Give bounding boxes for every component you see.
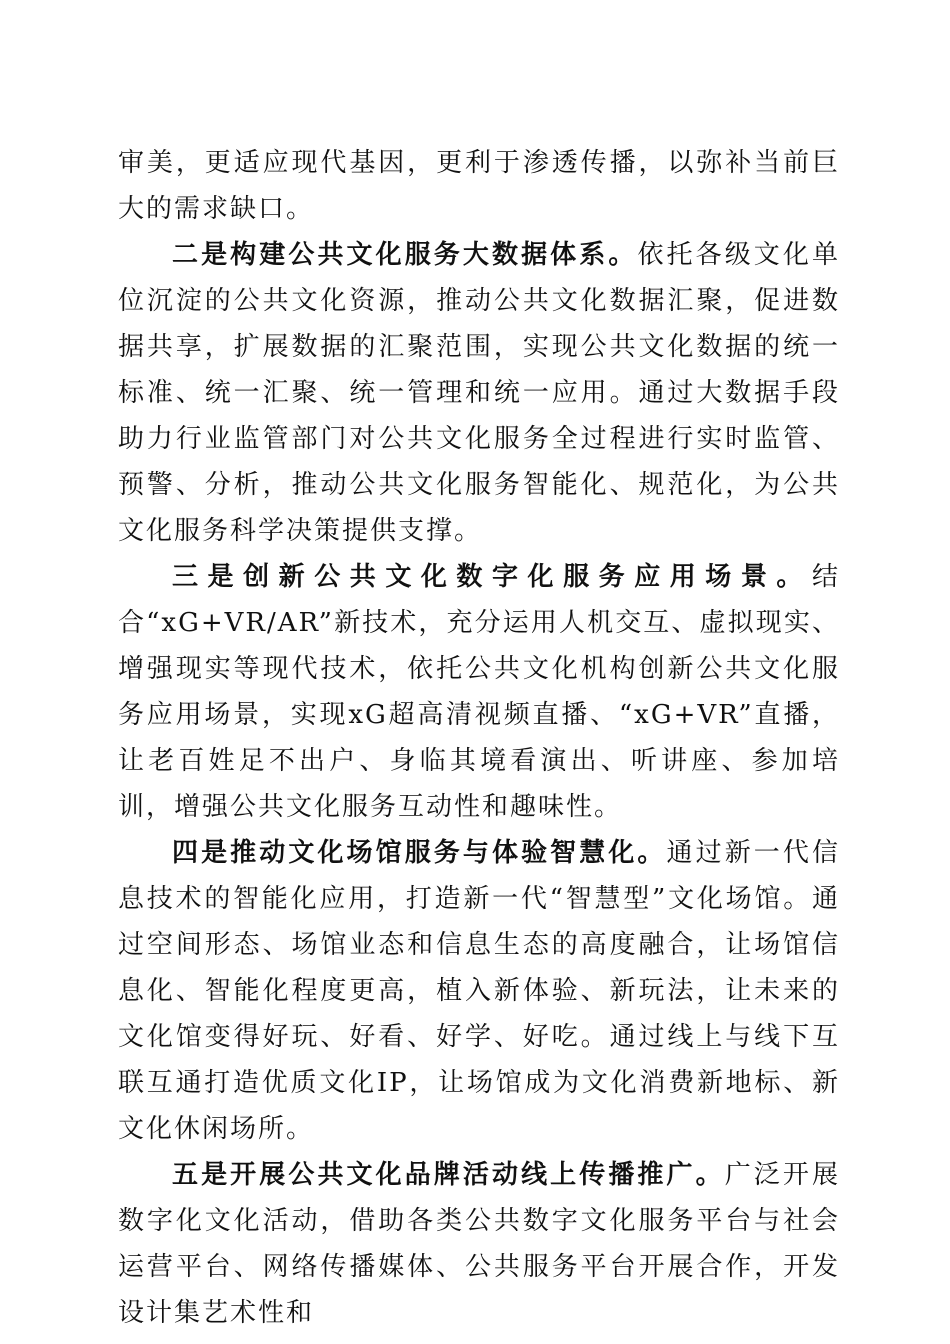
paragraph-lead: 三是创新公共文化数字化服务应用场景。 <box>172 562 812 592</box>
paragraph-body: 广泛开展数字化文化活动，借助各类公共数字文化服务平台与社会运营平台、网络传播媒体、公共服务平台开展合作，开发设计集艺术性和 <box>118 1160 840 1328</box>
paragraph-body: 依托各级文化单位沉淀的公共文化资源，推动公共文化数据汇聚，促进数据共享，扩展数据的汇聚范围，实现公共文化数据的统一标准、统一汇聚、统一管理和统一应用。通过大数据手段助力行业监管部门对公共文化服务全过程进行实时监管、预警、分析，推动公共文化服务智能化、规范化，为公共文化服务科学决策提供支撑。 <box>118 240 840 546</box>
paragraph-lead: 二是构建公共文化服务大数据体系。 <box>172 240 638 270</box>
paragraph-lead: 五是开展公共文化品牌活动线上传播推广。 <box>172 1160 725 1190</box>
paragraph-online-promotion <box>118 1152 840 1336</box>
paragraph-body: 审美，更适应现代基因，更利于渗透传播，以弥补当前巨大的需求缺口。 <box>118 148 840 224</box>
paragraph-body: 结合“xG+VR/AR”新技术，充分运用人机交互、虚拟现实、增强现实等现代技术，依托公共文化机构创新公共文化服务应用场景，实现xG超高清视频直播、“xG+VR”直播，让老百姓足不出户、身临其境看演出、听讲座、参加培训，增强公共文化服务互动性和趣味性。 <box>118 562 840 822</box>
paragraph-lead: 四是推动文化场馆服务与体验智慧化。 <box>172 838 667 868</box>
paragraph-body: 通过新一代信息技术的智能化应用，打造新一代“智慧型”文化场馆。通过空间形态、场馆业态和信息生态的高度融合，让场馆信息化、智能化程度更高，植入新体验、新玩法，让未来的文化馆变得好玩、好看、好学、好吃。通过线上与线下互联互通打造优质文化IP，让场馆成为文化消费新地标、新文化休闲场所。 <box>118 838 840 1144</box>
paragraph-digital-scenarios <box>118 554 840 830</box>
paragraph-continuation <box>118 140 840 232</box>
document-body <box>118 140 840 1336</box>
paragraph-smart-venues <box>118 830 840 1152</box>
paragraph-big-data-system <box>118 232 840 554</box>
